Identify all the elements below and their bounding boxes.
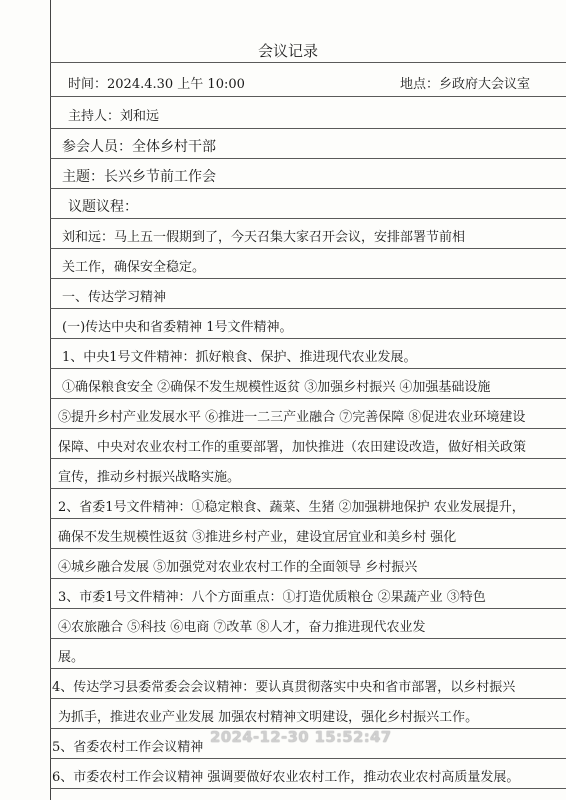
meeting-host: 主持人：刘和远 bbox=[68, 109, 160, 124]
note-line: ⑤提升乡村产业发展水平 ⑥推进一二三产业融合 ⑦完善保障 ⑧促进农业环境建设 bbox=[58, 410, 526, 425]
note-line: 宣传，推动乡村振兴战略实施。 bbox=[58, 470, 241, 485]
note-line: 3、市委1号文件精神：八个方面重点：①打造优质粮仓 ②果蔬产业 ③特色 bbox=[58, 590, 486, 605]
document-title: 会议记录 bbox=[258, 42, 319, 60]
meeting-time: 时间：2024.4.30 上午 10:00 bbox=[68, 77, 245, 92]
note-line: 2、省委1号文件精神：①稳定粮食、蔬菜、生猪 ②加强耕地保护 农业发展提升， bbox=[58, 500, 525, 515]
ruled-line bbox=[50, 398, 566, 399]
ruled-line bbox=[50, 368, 566, 369]
note-line: 5、省委农村工作会议精神 bbox=[52, 740, 204, 755]
ruled-line bbox=[50, 248, 566, 249]
note-line: ①确保粮食安全 ②确保不发生规模性返贫 ③加强乡村振兴 ④加强基础设施 bbox=[62, 380, 491, 395]
meeting-topic: 主题：长兴乡节前工作会 bbox=[62, 169, 216, 185]
photo-timestamp: 2024-12-30 15:52:47 bbox=[210, 728, 392, 746]
ruled-line bbox=[50, 758, 566, 759]
ruled-line bbox=[50, 158, 566, 159]
ruled-line bbox=[50, 128, 566, 129]
ruled-line bbox=[50, 638, 566, 639]
note-line: 关工作，确保安全稳定。 bbox=[62, 260, 206, 275]
ruled-line bbox=[50, 518, 566, 519]
ruled-line bbox=[50, 338, 566, 339]
meeting-attendees: 参会人员：全体乡村干部 bbox=[62, 139, 216, 155]
ruled-line bbox=[50, 668, 566, 669]
note-line: 1、中央1号文件精神：抓好粮食、保护、推进现代农业发展。 bbox=[62, 350, 417, 365]
ruled-line bbox=[50, 788, 566, 789]
meeting-location: 地点：乡政府大会议室 bbox=[400, 77, 531, 92]
ruled-line bbox=[50, 458, 566, 459]
agenda-heading: 议题议程： bbox=[68, 199, 138, 215]
ruled-line bbox=[50, 578, 566, 579]
ruled-line bbox=[50, 188, 566, 189]
note-line: 6、市委农村工作会议精神 强调要做好农业农村工作，推动农业农村高质量发展。 bbox=[52, 770, 520, 785]
margin-line bbox=[50, 0, 51, 800]
ruled-line bbox=[50, 548, 566, 549]
note-line: 刘和远：马上五一假期到了，今天召集大家召开会议，安排部署节前相 bbox=[62, 230, 466, 245]
note-line: ④城乡融合发展 ⑤加强党对农业农村工作的全面领导 乡村振兴 bbox=[58, 560, 418, 575]
note-line: 保障、中央对农业农村工作的重要部署，加快推进（农田建设改造，做好相关政策 bbox=[58, 440, 527, 455]
note-line: (一)传达中央和省委精神 1号文件精神。 bbox=[62, 320, 293, 335]
note-line: 为抓手，推进农业产业发展 加强农村精神文明建设，强化乡村振兴工作。 bbox=[58, 710, 479, 725]
note-line: 一、传达学习精神 bbox=[62, 290, 167, 305]
note-line: 展。 bbox=[58, 650, 85, 665]
note-line: 4、传达学习县委常委会会议精神：要认真贯彻落实中央和省市部署，以乡村振兴 bbox=[52, 680, 516, 695]
ruled-line bbox=[50, 428, 566, 429]
ruled-line bbox=[50, 96, 566, 97]
ruled-line bbox=[50, 608, 566, 609]
note-line: ④农旅融合 ⑤科技 ⑥电商 ⑦改革 ⑧人才，奋力推进现代农业发 bbox=[58, 620, 426, 635]
ruled-line bbox=[50, 218, 566, 219]
ruled-line bbox=[50, 308, 566, 309]
ruled-line bbox=[50, 698, 566, 699]
note-line: 确保不发生规模性返贫 ③推进乡村产业，建设宜居宜业和美乡村 强化 bbox=[58, 530, 457, 545]
ruled-line bbox=[50, 488, 566, 489]
ruled-line bbox=[50, 278, 566, 279]
ruled-line bbox=[50, 62, 566, 63]
